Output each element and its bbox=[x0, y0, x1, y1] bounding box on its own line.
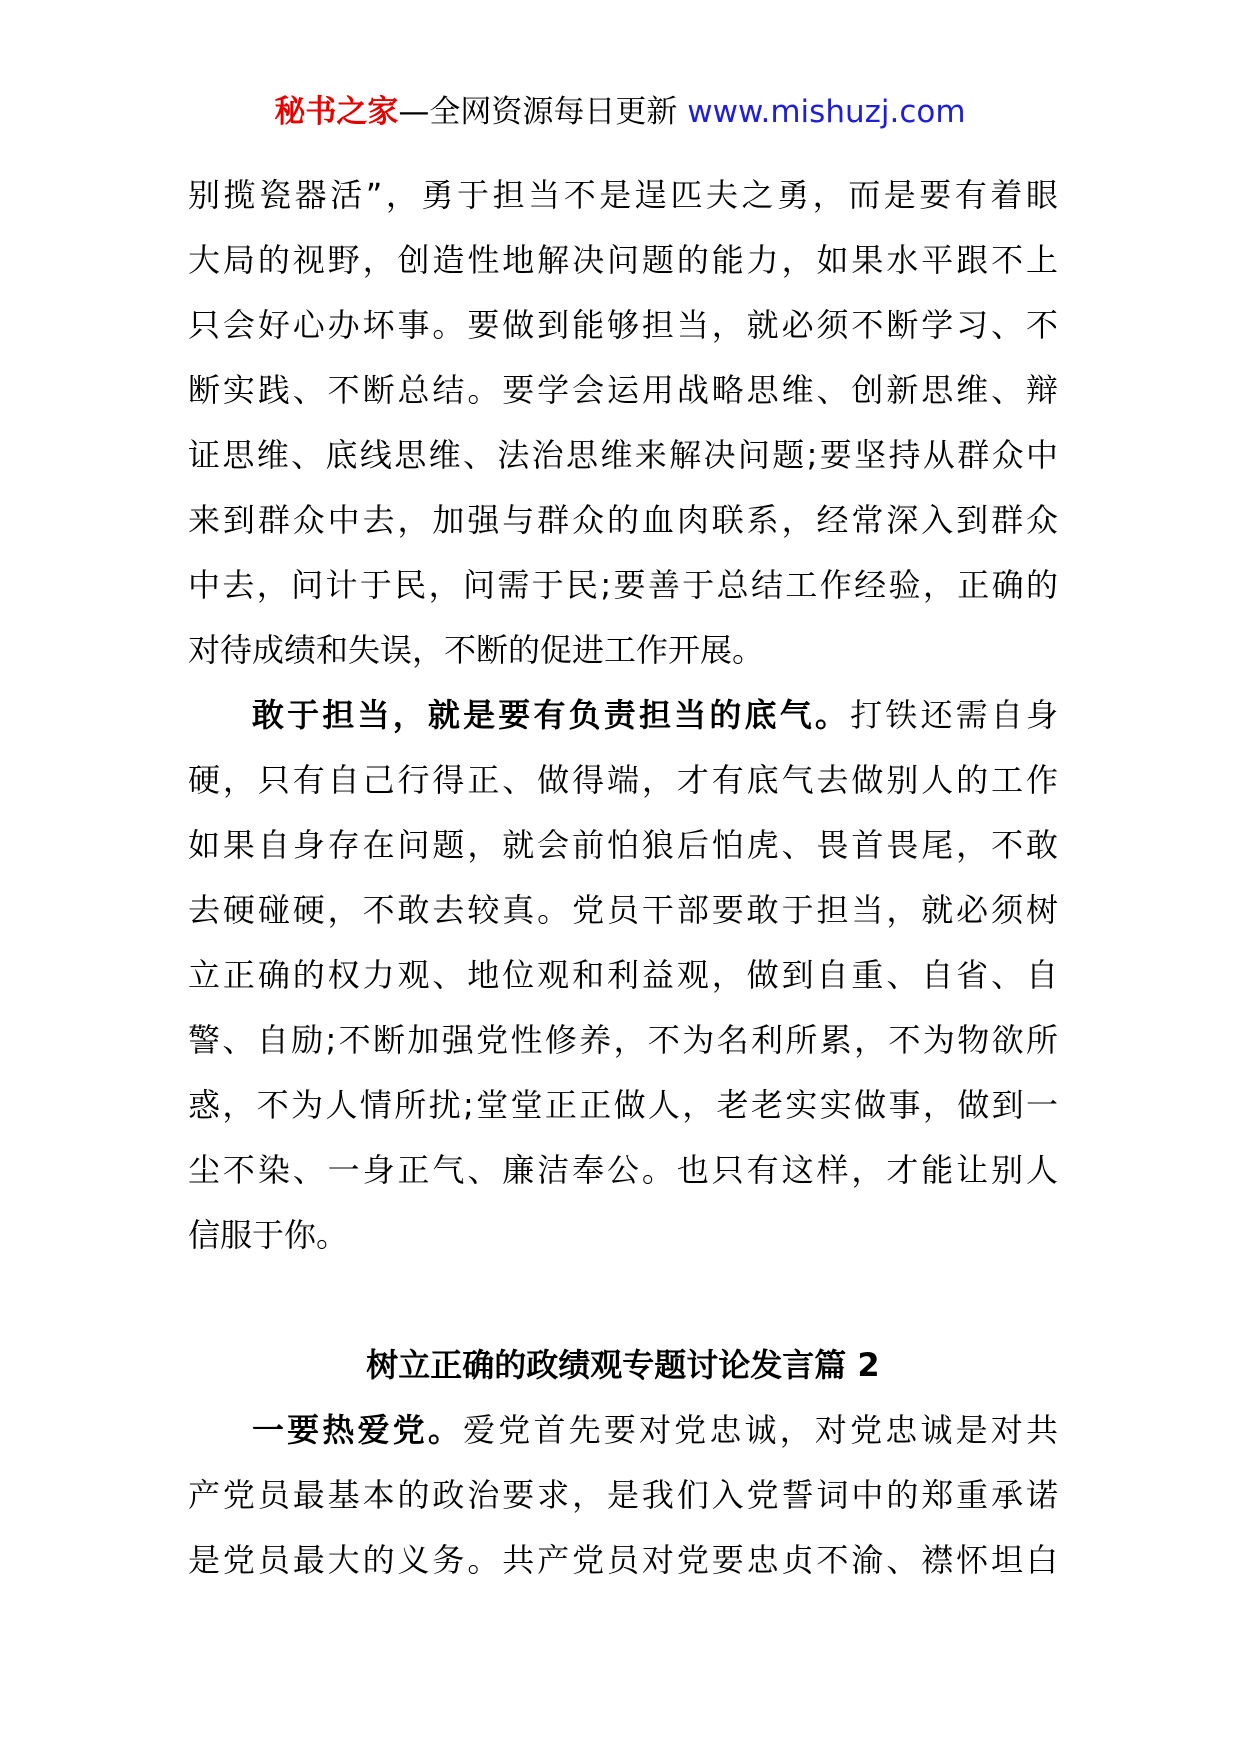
text-line: 立正确的权力观、地位观和利益观，做到自重、自省、自 bbox=[188, 956, 1058, 994]
text-line: 来到群众中去，加强与群众的血肉联系，经常深入到群众 bbox=[188, 501, 1058, 539]
paragraph-2 bbox=[188, 683, 1058, 1268]
paragraph-lead-line bbox=[188, 1398, 1058, 1463]
text-line: 大局的视野，创造性地解决问题的能力，如果水平跟不上 bbox=[188, 241, 1058, 279]
site-brand: 秘书之家 bbox=[274, 94, 399, 130]
text-line: 只会好心办坏事。要做到能够担当，就必须不断学习、不 bbox=[188, 306, 1058, 344]
text-line: 产党员最基本的政治要求，是我们入党誓词中的郑重承诺 bbox=[188, 1476, 1058, 1514]
text-line: 是党员最大的义务。共产党员对党要忠贞不渝、襟怀坦白 bbox=[188, 1541, 1058, 1579]
site-url-link[interactable]: www.mishuzj.com bbox=[687, 94, 966, 130]
text-line: 尘不染、一身正气、廉洁奉公。也只有这样，才能让别人 bbox=[188, 1151, 1058, 1189]
text-line: 硬，只有自己行得正、做得端，才有底气去做别人的工作 bbox=[188, 761, 1058, 799]
text-line: 对待成绩和失误，不断的促进工作开展。 bbox=[188, 631, 765, 669]
paragraph-1 bbox=[188, 163, 1058, 683]
text-line: 惑，不为人情所扰;堂堂正正做人，老老实实做事，做到一 bbox=[188, 1086, 1058, 1124]
text-line: 证思维、底线思维、法治思维来解决问题;要坚持从群众中 bbox=[188, 436, 1058, 474]
paragraph-lead-bold: 一要热爱党。 bbox=[252, 1411, 464, 1449]
site-header bbox=[0, 92, 1240, 132]
paragraph-lead-rest: 爱党首先要对党忠诚，对党忠诚是对共 bbox=[463, 1411, 1058, 1449]
section-heading: 树立正确的政绩观专题讨论发言篇 2 bbox=[366, 1346, 880, 1384]
text-line: 中去，问计于民，问需于民;要善于总结工作经验，正确的 bbox=[188, 566, 1058, 604]
paragraph-lead-bold: 敢于担当，就是要有负责担当的底气。 bbox=[252, 696, 851, 734]
text-line: 去硬碰硬，不敢去较真。党员干部要敢于担当，就必须树 bbox=[188, 891, 1058, 929]
text-line: 断实践、不断总结。要学会运用战略思维、创新思维、辩 bbox=[188, 371, 1058, 409]
paragraph-3 bbox=[188, 1398, 1058, 1593]
text-line: 如果自身存在问题，就会前怕狼后怕虎、畏首畏尾，不敢 bbox=[188, 826, 1058, 864]
paragraph-lead-line bbox=[188, 683, 1058, 748]
text-line: 信服于你。 bbox=[188, 1216, 349, 1254]
text-line: 警、自励;不断加强党性修养，不为名利所累，不为物欲所 bbox=[188, 1021, 1058, 1059]
paragraph-spacer bbox=[188, 1268, 1058, 1333]
document-body bbox=[188, 163, 1058, 1593]
text-line: 别揽瓷器活”，勇于担当不是逞匹夫之勇，而是要有着眼 bbox=[188, 176, 1058, 214]
paragraph-lead-rest: 打铁还需自身 bbox=[850, 696, 1058, 734]
site-tagline: —全网资源每日更新 bbox=[398, 94, 688, 130]
